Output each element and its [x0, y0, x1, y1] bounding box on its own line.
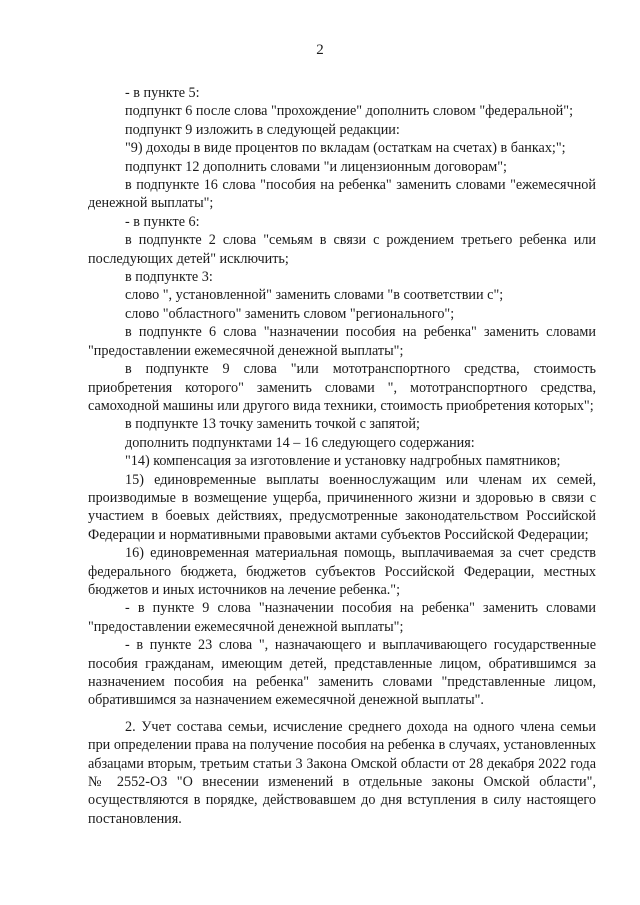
document-body: [88, 84, 596, 828]
page-number: 2: [316, 42, 324, 58]
paragraph: слово ", установленной" заменить словами "в соответствии с";: [125, 287, 504, 304]
paragraph: слово "областного" заменить словом "регионального";: [125, 305, 455, 322]
paragraph: 16) единовременная материальная помощь, выплачиваемая за счет средств федерального бюджета, бюджетов субъектов Российской Федерации, местных бюджетов и иных источников на лечение ребенка.";: [88, 545, 596, 598]
paragraph: 2. Учет состава семьи, исчисление среднего дохода на одного члена семьи при определении права на получение пособия на ребенка в случаях, установленных абзацами вторым, третьим статьи 3 Закона Омской области от 28 декабря 2022 года № 2552-ОЗ "О внесении изменений в отдельные законы Омской области", осуществляются в порядке, действовавшем до дня вступления в силу настоящего постановления.: [88, 718, 596, 827]
paragraph: в подпункте 13 точку заменить точкой с запятой;: [125, 416, 420, 433]
paragraph: в подпункте 6 слова "назначении пособия на ребенка" заменить словами "предоставлении ежемесячной денежной выплаты";: [88, 324, 596, 359]
paragraph: в подпункте 16 слова "пособия на ребенка" заменить словами "ежемесячной денежной выплаты";: [88, 177, 596, 212]
paragraph: "9) доходы в виде процентов по вкладам (остаткам на счетах) в банках;";: [125, 140, 566, 157]
paragraph: подпункт 9 изложить в следующей редакции:: [125, 121, 400, 138]
paragraph: дополнить подпунктами 14 – 16 следующего содержания:: [125, 434, 475, 451]
paragraph: в подпункте 2 слова "семьям в связи с рождением третьего ребенка или последующих детей" исключить;: [88, 232, 596, 267]
paragraph: подпункт 12 дополнить словами "и лицензионным договорам";: [125, 158, 507, 175]
paragraph: "14) компенсация за изготовление и установку надгробных памятников;: [125, 453, 561, 470]
paragraph: в подпункте 9 слова "или мототранспортного средства, стоимость приобретения которого" заменить словами ", мототранспортного средства, самоходной машины или другого вида техники, стоимость приобретения которых";: [88, 361, 596, 414]
paragraph: - в пункте 23 слова ", назначающего и выплачивающего государственные пособия гражданам, имеющим детей, представленные лицом, обратившимся за назначением пособия на ребенка" заменить словами "представленные лицом, обратившимся за назначением ежемесячной денежной выплаты".: [88, 637, 596, 709]
paragraph: 15) единовременные выплаты военнослужащим или членам их семей, производимые в возмещение ущерба, причиненного жизни и здоровью в связи с участием в боевых действиях, предусмотренные законодательством Российской Федерации и нормативными правовыми актами субъектов Российской Федерации;: [88, 471, 596, 543]
paragraph: - в пункте 5:: [125, 85, 200, 101]
paragraph: - в пункте 9 слова "назначении пособия на ребенка" заменить словами "предоставлении ежемесячной денежной выплаты";: [88, 600, 596, 635]
paragraph: в подпункте 3:: [125, 269, 213, 286]
paragraph: подпункт 6 после слова "прохождение" дополнить словом "федеральной";: [125, 103, 574, 120]
paragraph: - в пункте 6:: [125, 213, 200, 230]
